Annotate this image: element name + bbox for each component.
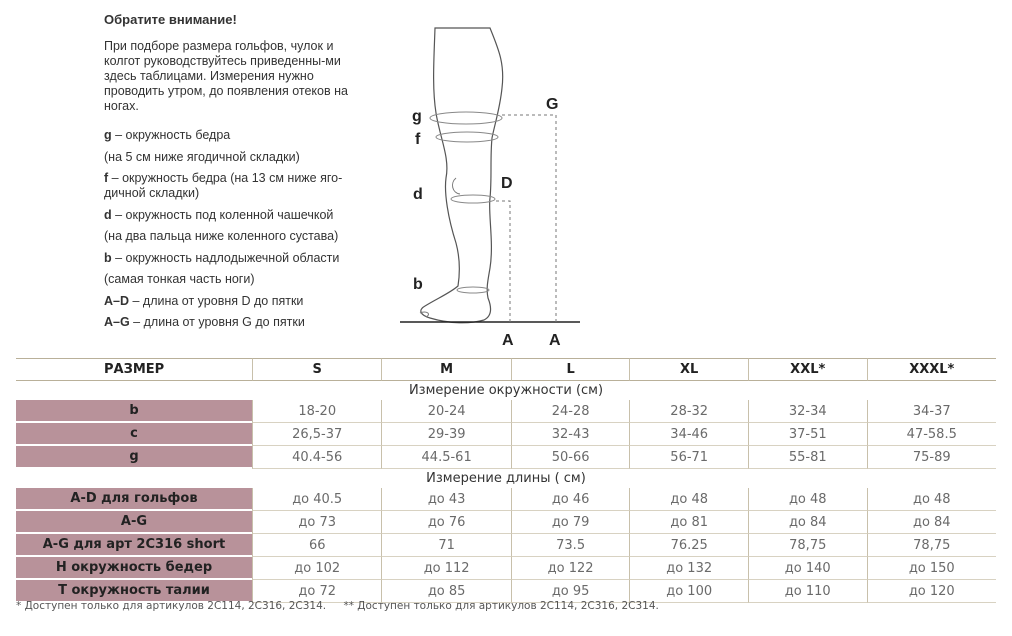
label-A-first: A (502, 332, 514, 348)
table-cell: до 43 (381, 488, 510, 511)
table-cell: 40.4-56 (252, 446, 381, 469)
table-cell: до 72 (252, 580, 381, 603)
table-cell: до 84 (748, 511, 867, 534)
size-header-cell: S (252, 358, 381, 381)
label-d: d (413, 186, 423, 203)
label-A-second: A (549, 332, 561, 348)
table-cell: до 120 (867, 580, 996, 603)
table-cell: до 48 (748, 488, 867, 511)
size-table-wrapper (16, 358, 996, 603)
table-cell: 32-34 (748, 400, 867, 423)
table-cell: до 132 (629, 557, 748, 580)
table-cell: 78,75 (867, 534, 996, 557)
guide-line-d (496, 201, 510, 322)
section-title-length: Измерение длины ( см) (426, 471, 586, 486)
size-table (16, 358, 996, 603)
table-cell: до 76 (381, 511, 510, 534)
note-line: (на два пальца ниже коленного сустава) (104, 229, 339, 243)
table-cell: до 122 (511, 557, 630, 580)
table-cell: 32-43 (511, 423, 630, 446)
table-cell: 18-20 (252, 400, 381, 423)
table-cell: до 48 (867, 488, 996, 511)
table-cell: до 100 (629, 580, 748, 603)
table-cell: 34-46 (629, 423, 748, 446)
section-title-circumference: Измерение окружности (см) (408, 383, 604, 398)
table-cell: 55-81 (748, 446, 867, 469)
row-label: A-G для арт 2С316 short (16, 534, 252, 557)
footnotes (16, 600, 659, 612)
table-cell: до 140 (748, 557, 867, 580)
size-header-cell: XXXL* (867, 358, 996, 381)
size-header-cell: XL (629, 358, 748, 381)
table-cell: до 40.5 (252, 488, 381, 511)
leg-outline (421, 28, 503, 323)
table-row (16, 446, 996, 469)
table-cell: до 84 (867, 511, 996, 534)
size-header-row (16, 358, 996, 381)
row-label: T окружность талии (16, 580, 252, 603)
table-cell: до 150 (867, 557, 996, 580)
label-b: b (413, 276, 423, 293)
table-cell: 44.5-61 (381, 446, 510, 469)
table-row (16, 557, 996, 580)
table-cell: до 79 (511, 511, 630, 534)
row-label: b (16, 400, 252, 423)
table-cell: 29-39 (381, 423, 510, 446)
table-cell: до 102 (252, 557, 381, 580)
label-D: D (501, 175, 513, 192)
row-label: A-D для гольфов (16, 488, 252, 511)
row-label: A-G (16, 511, 252, 534)
table-cell: 56-71 (629, 446, 748, 469)
table-cell: 34-37 (867, 400, 996, 423)
leg-measurement-diagram (380, 18, 620, 348)
size-header-cell: XXL* (748, 358, 867, 381)
row-label: H окружность бедер (16, 557, 252, 580)
row-label: g (16, 446, 252, 469)
table-cell: до 95 (511, 580, 630, 603)
note-line: (самая тонкая часть ноги) (104, 272, 255, 286)
table-cell: 75-89 (867, 446, 996, 469)
note-line: d – окружность под коленной чашечкой (104, 207, 334, 222)
table-cell: 78,75 (748, 534, 867, 557)
section-row (16, 469, 996, 488)
table-cell: до 73 (252, 511, 381, 534)
table-cell: до 110 (748, 580, 867, 603)
table-cell: 37-51 (748, 423, 867, 446)
table-cell: 24-28 (511, 400, 630, 423)
table-cell: 20-24 (381, 400, 510, 423)
note-line: b – окружность надлодыжечной области (104, 250, 340, 265)
table-row (16, 423, 996, 446)
table-cell: 73.5 (511, 534, 630, 557)
notes-title: Обратите внимание! (104, 12, 237, 27)
note-line: A–G – длина от уровня G до пятки (104, 315, 305, 329)
measurement-notes (104, 12, 372, 337)
table-cell: до 81 (629, 511, 748, 534)
label-g: g (412, 108, 422, 125)
size-header-cell: L (511, 358, 630, 381)
table-cell: до 85 (381, 580, 510, 603)
table-cell: 47-58.5 (867, 423, 996, 446)
label-G: G (546, 96, 559, 113)
note-line: (на 5 см ниже ягодичной складки) (104, 149, 300, 164)
footnote-double-star: ** Доступен только для артикулов 2С114, 2С316, 2С314. (343, 600, 659, 612)
note-line: A–D – длина от уровня D до пятки (104, 293, 304, 308)
table-cell: 50-66 (511, 446, 630, 469)
table-cell: до 48 (629, 488, 748, 511)
table-row (16, 511, 996, 534)
table-row (16, 400, 996, 423)
table-cell: 71 (381, 534, 510, 557)
size-header-label: РАЗМЕР (16, 358, 252, 381)
row-label: c (16, 423, 252, 446)
table-row (16, 488, 996, 511)
note-line: f – окружность бедра (на 13 см ниже яго-дичной складки) (104, 171, 343, 200)
notes-intro: При подборе размера гольфов, чулок и колгот руководствуйтесь приведенны-ми здесь таблицами. Измерения нужно проводить утром, до появления отеков на ногах. (104, 39, 348, 113)
table-cell: 26,5-37 (252, 423, 381, 446)
table-cell: 66 (252, 534, 381, 557)
note-line: g – окружность бедра (104, 128, 231, 142)
table-row (16, 534, 996, 557)
size-header-cell: M (381, 358, 510, 381)
table-cell: до 112 (381, 557, 510, 580)
table-cell: 76.25 (629, 534, 748, 557)
section-row (16, 381, 996, 400)
footnote-single-star: * Доступен только для артикулов 2С114, 2С316, 2С314. (16, 600, 327, 612)
table-cell: до 46 (511, 488, 630, 511)
table-cell: 28-32 (629, 400, 748, 423)
label-f: f (415, 131, 421, 148)
